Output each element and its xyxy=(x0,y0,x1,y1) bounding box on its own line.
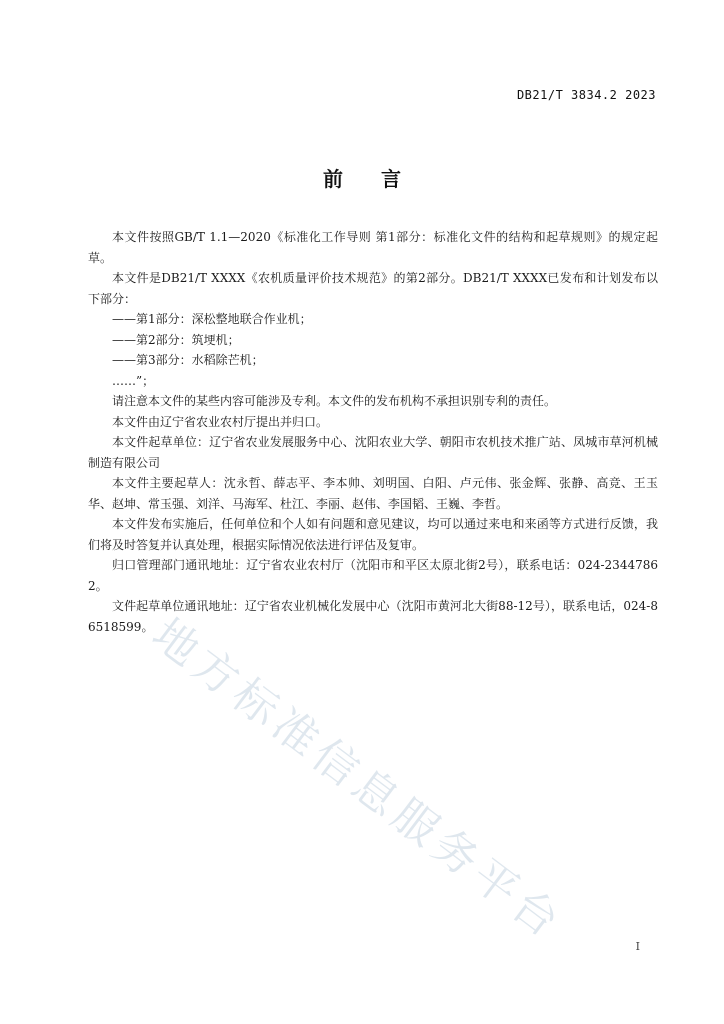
list-item-part-2: ——第2部分：筑埂机； xyxy=(112,332,240,347)
paragraph-drafters: 本文件主要起草人：沈永哲、薛志平、李本帅、刘明国、白阳、卢元伟、张金辉、张静、高竞、王玉华、赵坤、常玉强、刘洋、马海军、杜江、李丽、赵伟、李国韬、王巍、李哲。 xyxy=(88,476,658,511)
paragraph-authority-address: 归口管理部门通讯地址：辽宁省农业农村厅（沈阳市和平区太原北街2号），联系电话：024-23447862。 xyxy=(88,558,658,593)
list-item-part-1: ——第1部分：深松整地联合作业机； xyxy=(112,312,312,326)
paragraph-drafting-units: 本文件起草单位：辽宁省农业发展服务中心、沈阳农业大学、朝阳市农机技术推广站、凤城市草河机械制造有限公司 xyxy=(88,435,658,470)
paragraph-drafting-basis: 本文件按照GB/T 1.1—2020《标准化工作导则 第1部分：标准化文件的结构和起草规则》的规定起草。 xyxy=(88,230,658,265)
header-standard-code: DB21/T 3834.2 2023 xyxy=(516,88,656,102)
page-title: 前言 xyxy=(323,167,439,191)
foreword-content xyxy=(88,227,658,637)
paragraph-proposer: 本文件由辽宁省农业农村厅提出并归口。 xyxy=(112,414,329,429)
paragraph-drafter-address: 文件起草单位通讯地址：辽宁省农业机械化发展中心（沈阳市黄河北大街88-12号），联系电话，024-86518599。 xyxy=(88,599,658,634)
list-item-ellipsis: ……”； xyxy=(112,373,155,388)
paragraph-patent-notice: 请注意本文件的某些内容可能涉及专利。本文件的发布机构不承担识别专利的责任。 xyxy=(112,394,557,408)
paragraph-feedback: 本文件发布实施后，任何单位和个人如有问题和意见建议，均可以通过来电和来函等方式进行反馈，我们将及时答复并认真处理，根据实际情况依法进行评估及复审。 xyxy=(88,517,658,552)
page-number: I xyxy=(635,940,640,953)
list-item-part-3: ——第3部分：水稻除芒机； xyxy=(112,353,264,367)
watermark: 地方标准信息服务平台 xyxy=(142,608,573,951)
paragraph-series-intro: 本文件是DB21/T XXXX《农机质量评价技术规范》的第2部分。DB21/T XXXX已发布和计划发布以下部分： xyxy=(88,271,658,306)
